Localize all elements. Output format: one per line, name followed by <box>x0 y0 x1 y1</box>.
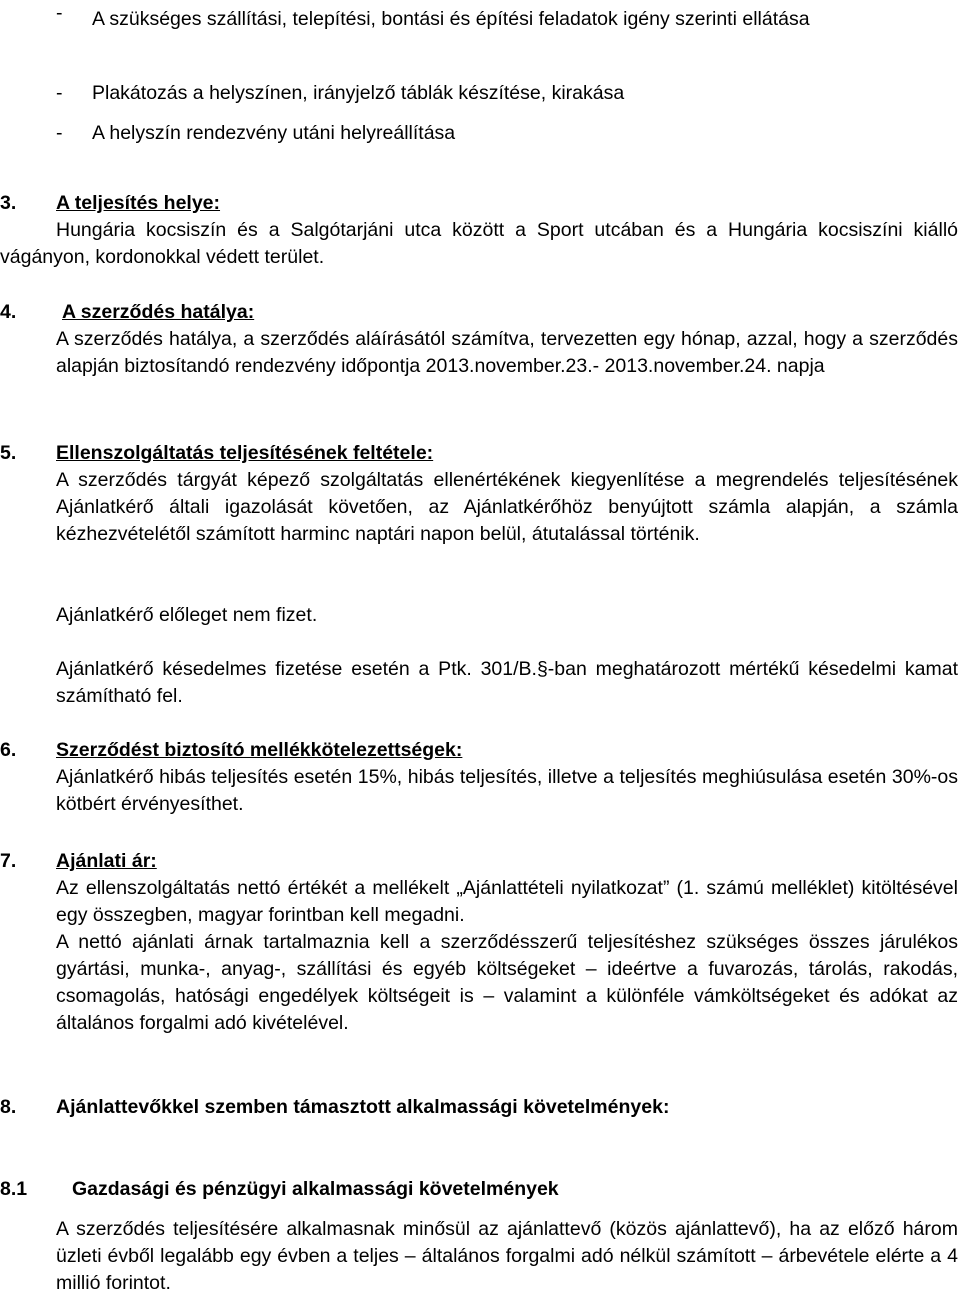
section-title: Szerződést biztosító mellékkötelezettségek: <box>56 739 463 761</box>
section-title: Ellenszolgáltatás teljesítésének feltétele: <box>56 442 434 464</box>
section-text: A szerződés teljesítésére alkalmasnak minősül az ajánlattevő (közös ajánlattevő), ha az előző három üzleti évből legalább egy évben a teljes – általános forgalmi adó nélkül számított – árbevétele elérte a 4 millió forintot. <box>56 1218 958 1294</box>
section-number: 6. <box>0 739 17 761</box>
section-paragraph: A nettó ajánlati árnak tartalmaznia kell a szerződésszerű teljesítéshez szükséges összes járulékos gyártási, munka-, anyag-, szállítási és egyéb költségeket – ideértve a fuvarozás, tárolás, rakodás, csomagolás, hatósági engedélyek költségeit is – valamint a különféle vámköltségeket és adókat az általános forgalmi adó kivételével. <box>56 931 958 1034</box>
section-number: 5. <box>0 442 17 464</box>
section-number: 3. <box>0 192 17 214</box>
section-title: Gazdasági és pénzügyi alkalmassági követelmények <box>72 1178 559 1200</box>
bullet-text: A szükséges szállítási, telepítési, bontási és építési feladatok igény szerinti ellátása <box>92 8 810 30</box>
section-paragraph: Az ellenszolgáltatás nettó értékét a mellékelt „Ajánlattételi nyilatkozat” (1. számú melléklet) kitöltésével egy összegben, magyar forintban kell megadni. <box>56 877 958 926</box>
section-text: Ajánlatkérő hibás teljesítés esetén 15%, hibás teljesítés, illetve a teljesítés meghiúsulása esetén 30%-os kötbért érvényesíthet. <box>56 766 958 815</box>
bullet-text: Plakátozás a helyszínen, irányjelző táblák készítése, kirakása <box>92 82 625 104</box>
section-number: 8.1 <box>0 1178 28 1200</box>
section-paragraph: Ajánlatkérő késedelmes fizetése esetén a Ptk. 301/B.§-ban meghatározott mértékű késedelmi kamat számítható fel. <box>56 658 958 707</box>
bullet-dash: - <box>56 82 63 104</box>
section-paragraph: A szerződés tárgyát képező szolgáltatás ellenértékének kiegyenlítése a megrendelés teljesítésének Ajánlatkérő általi igazolását követően, az Ajánlatkérőhöz benyújtott számla alapján, a számla kézhezvételétől számított harminc naptári napon belül, átutalással történik. <box>56 469 958 545</box>
section-number: 8. <box>0 1096 17 1118</box>
bullet-dash: - <box>56 122 63 144</box>
section-number: 7. <box>0 850 17 872</box>
section-title: Ajánlati ár: <box>56 850 157 872</box>
section-title: Ajánlattevőkkel szemben támasztott alkalmassági követelmények: <box>56 1096 670 1118</box>
section-paragraph: Ajánlatkérő előleget nem fizet. <box>56 604 318 626</box>
section-text: Hungária kocsiszín és a Salgótarjáni utca között a Sport utcában és a Hungária kocsiszíni kiálló vágányon, kordonokkal védett terület. <box>0 219 958 268</box>
section-title: A teljesítés helye: <box>56 192 221 214</box>
section-text: A szerződés hatálya, a szerződés aláírásától számítva, tervezetten egy hónap, azzal, hogy a szerződés alapján biztosítandó rendezvény időpontja 2013.november.23.- 2013.november.24. napja <box>56 328 958 377</box>
bullet-dash: - <box>56 2 63 24</box>
section-title: A szerződés hatálya: <box>62 301 255 323</box>
bullet-text: A helyszín rendezvény utáni helyreállítása <box>92 122 456 144</box>
section-number: 4. <box>0 301 17 323</box>
